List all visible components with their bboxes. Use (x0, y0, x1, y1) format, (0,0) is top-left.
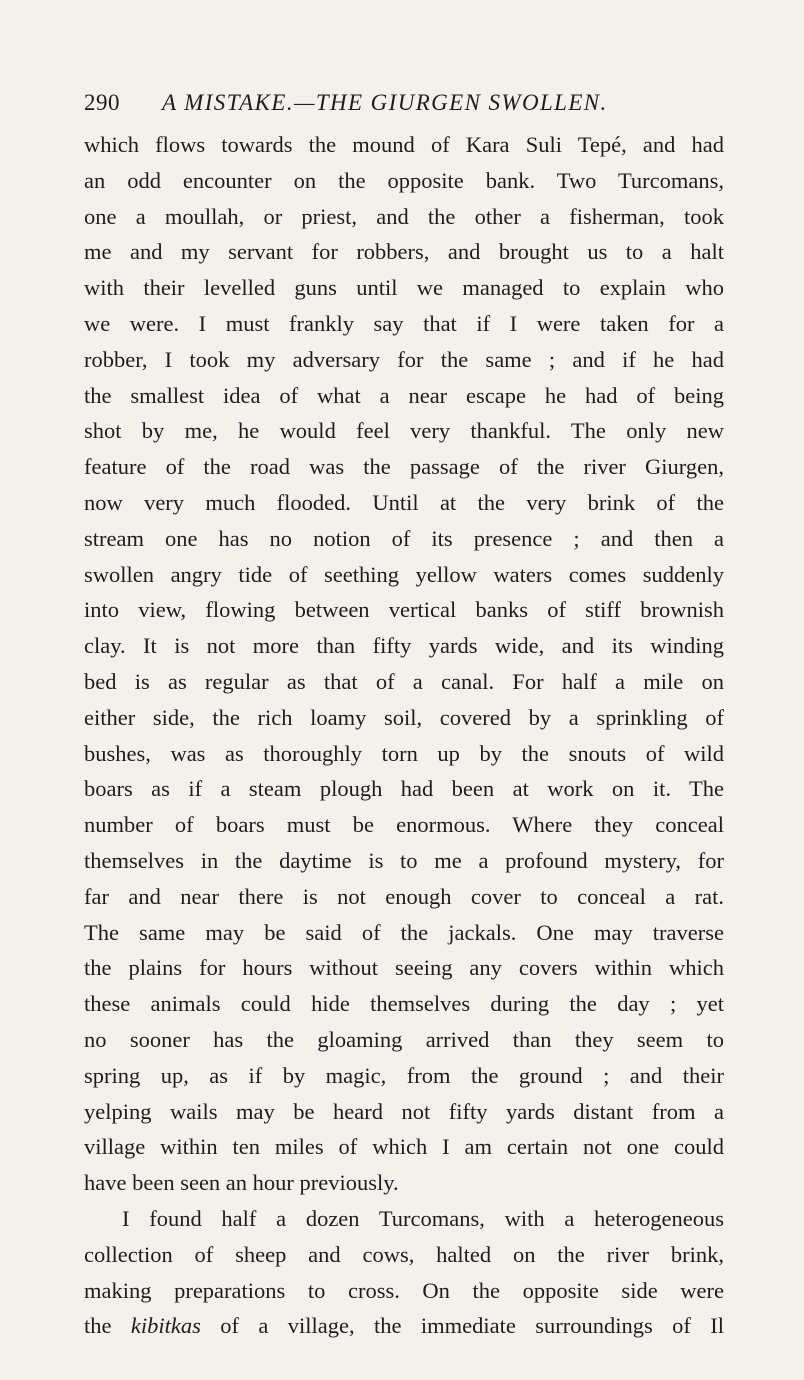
text-line: shot by me, he would feel very thankful. The only new (84, 418, 724, 444)
text-line: the smallest idea of what a near escape he had of being (84, 382, 724, 408)
text-line: either side, the rich loamy soil, covered by a sprinkling of (84, 704, 724, 730)
text-line: far and near there is not enough cover to conceal a rat. (84, 883, 724, 909)
paragraph (84, 127, 724, 1201)
text-line: an odd encounter on the opposite bank. Two Turcomans, (84, 167, 724, 193)
text-line: number of boars must be enormous. Where they conceal (84, 812, 724, 838)
text-line: I found half a dozen Turcomans, with a heterogeneous (122, 1205, 724, 1231)
text-line: robber, I took my adversary for the same ; and if he had (84, 346, 724, 372)
text-line: into view, flowing between vertical banks of stiff brownish (84, 597, 724, 623)
text-line: boars as if a steam plough had been at work on it. The (84, 776, 724, 802)
text-line: stream one has no notion of its presence ; and then a (84, 525, 724, 551)
text-line: themselves in the daytime is to me a profound mystery, for (84, 847, 724, 873)
text-line: bed is as regular as that of a canal. For half a mile on (84, 668, 724, 694)
text-line: spring up, as if by magic, from the ground ; and their (84, 1062, 724, 1088)
text-line: clay. It is not more than fifty yards wide, and its winding (84, 633, 724, 659)
text-line: collection of sheep and cows, halted on the river brink, (84, 1241, 724, 1267)
text-line: have been seen an hour previously. (84, 1170, 399, 1196)
text-line: village within ten miles of which I am certain not one could (84, 1134, 724, 1160)
text-line: The same may be said of the jackals. One may traverse (84, 919, 724, 945)
text-run: the (84, 1313, 131, 1339)
paragraph (84, 1201, 724, 1344)
text-line: one a moullah, or priest, and the other a fisherman, took (84, 203, 724, 229)
text-line: me and my servant for robbers, and brought us to a halt (84, 239, 724, 265)
text-line: we were. I must frankly say that if I were taken for a (84, 310, 724, 336)
text-line: these animals could hide themselves during the day ; yet (84, 991, 724, 1017)
text-line (84, 1308, 724, 1344)
text-line: feature of the road was the passage of the river Giurgen, (84, 454, 724, 480)
text-line: making preparations to cross. On the opposite side were (84, 1277, 724, 1303)
text-line: no sooner has the gloaming arrived than they seem to (84, 1026, 724, 1052)
text-line: yelping wails may be heard not fifty yards distant from a (84, 1098, 724, 1124)
running-title: A MISTAKE.—THE GIURGEN SWOLLEN. (162, 90, 608, 115)
text-line: with their levelled guns until we managed to explain who (84, 275, 724, 301)
text-run: of a village, the immediate surroundings of Il (200, 1313, 724, 1339)
text-line: bushes, was as thoroughly torn up by the snouts of wild (84, 740, 724, 766)
text-line: swollen angry tide of seething yellow waters comes suddenly (84, 561, 724, 587)
text-line: which flows towards the mound of Kara Suli Tepé, and had (84, 132, 724, 157)
italic-term: kibitkas (130, 1313, 201, 1339)
page-number: 290 (84, 90, 120, 115)
running-head (84, 86, 744, 120)
body-text (84, 127, 724, 1344)
text-line: the plains for hours without seeing any covers within which (84, 955, 724, 981)
text-line: now very much flooded. Until at the very brink of the (84, 489, 724, 515)
